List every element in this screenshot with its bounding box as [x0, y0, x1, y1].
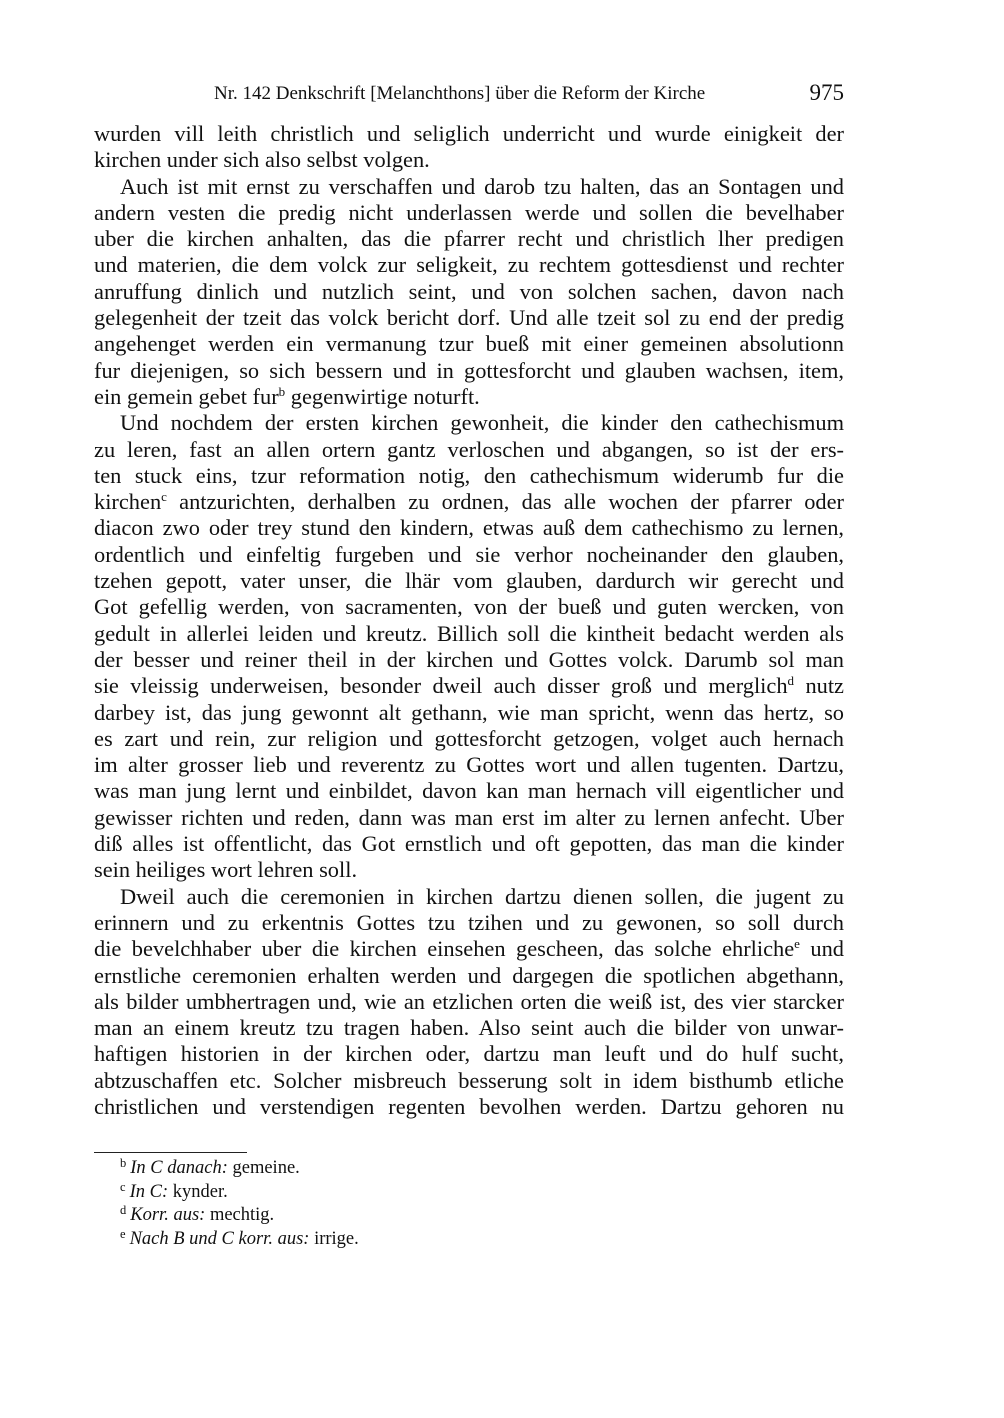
text-line: Und nochdem der ersten kirchen gewonheit, die kinder den cathechismum: [120, 410, 844, 436]
footnote-text: irrige.: [309, 1228, 359, 1249]
footnote: [94, 1228, 844, 1252]
text-segment: antzurichten, derhalben zu ordnen, das alle wochen der pfarrer oder: [166, 489, 844, 515]
text-line: [94, 673, 844, 699]
text-segment: ein gemein gebet fur: [94, 383, 279, 409]
footnote-mark: b: [120, 1156, 127, 1170]
text-segment: und: [799, 936, 844, 962]
footnote-label: Nach B und C korr. aus:: [129, 1228, 310, 1249]
text-line: fur diejenigen, so sich bessern und in gottesforcht und glauben wachsen, item,: [94, 357, 844, 383]
text-line: darbey ist, das jung gewonnt alt gethann, wie man spricht, wenn das hertz, so: [94, 699, 844, 725]
text-line: ten stuck eins, tzur reformation notig, den cathechismum widerumb fur die: [94, 462, 844, 488]
text-line: was man jung lernt und einbildet, davon kan man hernach vill eigentlicher und: [94, 778, 844, 804]
text-line: zu leren, fast an allen ortern gantz verloschen und abgangen, so ist der ers-: [94, 436, 844, 462]
page-number: 975: [809, 80, 844, 105]
text-line: diacon zwo oder trey stund den kindern, etwas auß dem cathechismo zu lernen,: [94, 515, 844, 541]
text-line: als bilder umbhertragen und, wie an etzlichen orten die weiß ist, des vier starcker: [94, 988, 844, 1014]
footnote-divider: [94, 1152, 247, 1153]
text-line: wurden vill leith christlich und seliglich underricht und wurde einigkeit der: [94, 121, 844, 146]
text-line: gewisser richten und reden, dann was man erst im alter zu lernen anfecht. Uber: [94, 804, 844, 830]
footnote-mark: e: [120, 1226, 126, 1241]
footnote: [94, 1204, 844, 1228]
text-line: sein heiliges wort lehren soll.: [94, 857, 358, 883]
footnote-ref: e: [794, 936, 800, 952]
text-line: angehenget werden ein vermanung tzur bueß mit einer gemeinen absolutionn: [94, 331, 844, 357]
text-line: der besser und reiner theil in der kirchen und Gottes volck. Darumb sol man: [94, 646, 844, 672]
body-text: [94, 121, 844, 1120]
text-line: anruffung dinlich und nutzlich seint, und von solchen sachen, davon nach: [94, 278, 844, 304]
footnote-label: Korr. aus:: [130, 1205, 206, 1225]
text-segment: die bevelchhaber uber die kirchen einsehen gescheen, das solche ehrliche: [94, 936, 795, 962]
running-title: Nr. 142 Denkschrift [Melanchthons] über die Reform der Kirche: [214, 83, 706, 104]
running-head: [94, 80, 844, 108]
footnote-label: In C danach:: [130, 1158, 228, 1178]
text-line: Dweil auch die ceremonien in kirchen dartzu dienen sollen, die jugent zu: [120, 883, 844, 909]
text-segment: nutz: [794, 673, 844, 699]
footnote-ref: d: [787, 673, 795, 689]
text-segment: sie vleissig underweisen, besonder dweil auch disser groß und merglich: [94, 673, 788, 699]
footnote: [94, 1181, 844, 1205]
text-line: gelegenheit der tzeit das volck bericht dorf. Und alle tzeit sol zu end der predig: [94, 305, 844, 331]
text-line: und materien, die dem volck zur seligkeit, zu rechtem gottesdienst und rechter: [94, 252, 844, 278]
text-line: andern vesten die predig nicht underlassen werde und sollen die bevelhaber: [94, 199, 844, 225]
text-line: im alter grosser lieb und reverentz zu Gottes wort und allen tugenten. Dartzu,: [94, 752, 844, 778]
text-line: kirchen under sich also selbst volgen.: [94, 147, 430, 173]
footnote: [94, 1157, 844, 1181]
text-line: man an einem kreutz tzu tragen haben. Also seint auch die bilder von unwar-: [94, 1015, 844, 1041]
text-line: gedult in allerlei leiden und kreutz. Billich soll die kintheit bedacht werden als: [94, 620, 844, 646]
text-line: haftigen historien in der kirchen oder, dartzu man leuft und do hulf sucht,: [94, 1041, 844, 1067]
text-line: [94, 936, 844, 962]
text-line: [94, 384, 844, 410]
text-line: uber die kirchen anhalten, das die pfarrer recht und christlich lher predigen: [94, 226, 844, 252]
text-line: tzehen gepott, vater unser, die lhär vom glauben, dardurch wir gerecht und: [94, 568, 844, 594]
text-line: erinnern und zu erkentnis Gottes tzu tzihen und zu gewonen, so soll durch: [94, 909, 844, 935]
footnotes: [94, 1157, 844, 1251]
text-line: abtzuschaffen etc. Solcher misbreuch besserung solt in idem bisthumb etliche: [94, 1067, 844, 1093]
footnote-label: In C:: [129, 1181, 169, 1202]
text-line: ordentlich und einfeltig furgeben und sie verhor nocheinander den glauben,: [94, 541, 844, 567]
text-line: [94, 489, 844, 515]
footnote-ref: c: [161, 489, 167, 505]
text-line: ernstliche ceremonien erhalten werden und dargegen die spotlichen abgethann,: [94, 962, 844, 988]
footnote-mark: c: [120, 1179, 126, 1194]
text-line: Got gefellig werden, von sacramenten, von der bueß und guten wercken, von: [94, 594, 844, 620]
footnote-text: mechtig.: [205, 1205, 275, 1225]
text-line: es zart und rein, zur religion und gottesforcht getzogen, volget auch hernach: [94, 725, 844, 751]
footnote-text: gemeine.: [227, 1158, 300, 1178]
footnote-text: kynder.: [168, 1181, 228, 1202]
text-line: diß alles ist offentlicht, das Got ernstlich und oft gepotten, das man die kinder: [94, 831, 844, 857]
text-segment: gegenwirtige noturft.: [285, 383, 480, 409]
footnote-mark: d: [120, 1203, 127, 1217]
text-segment: kirchen: [94, 489, 162, 515]
text-line: christlichen und verstendigen regenten bevolhen werden. Dartzu gehoren nu: [94, 1093, 844, 1119]
footnote-ref: b: [278, 383, 286, 399]
text-line: Auch ist mit ernst zu verschaffen und darob tzu halten, das an Sontagen und: [120, 173, 844, 199]
